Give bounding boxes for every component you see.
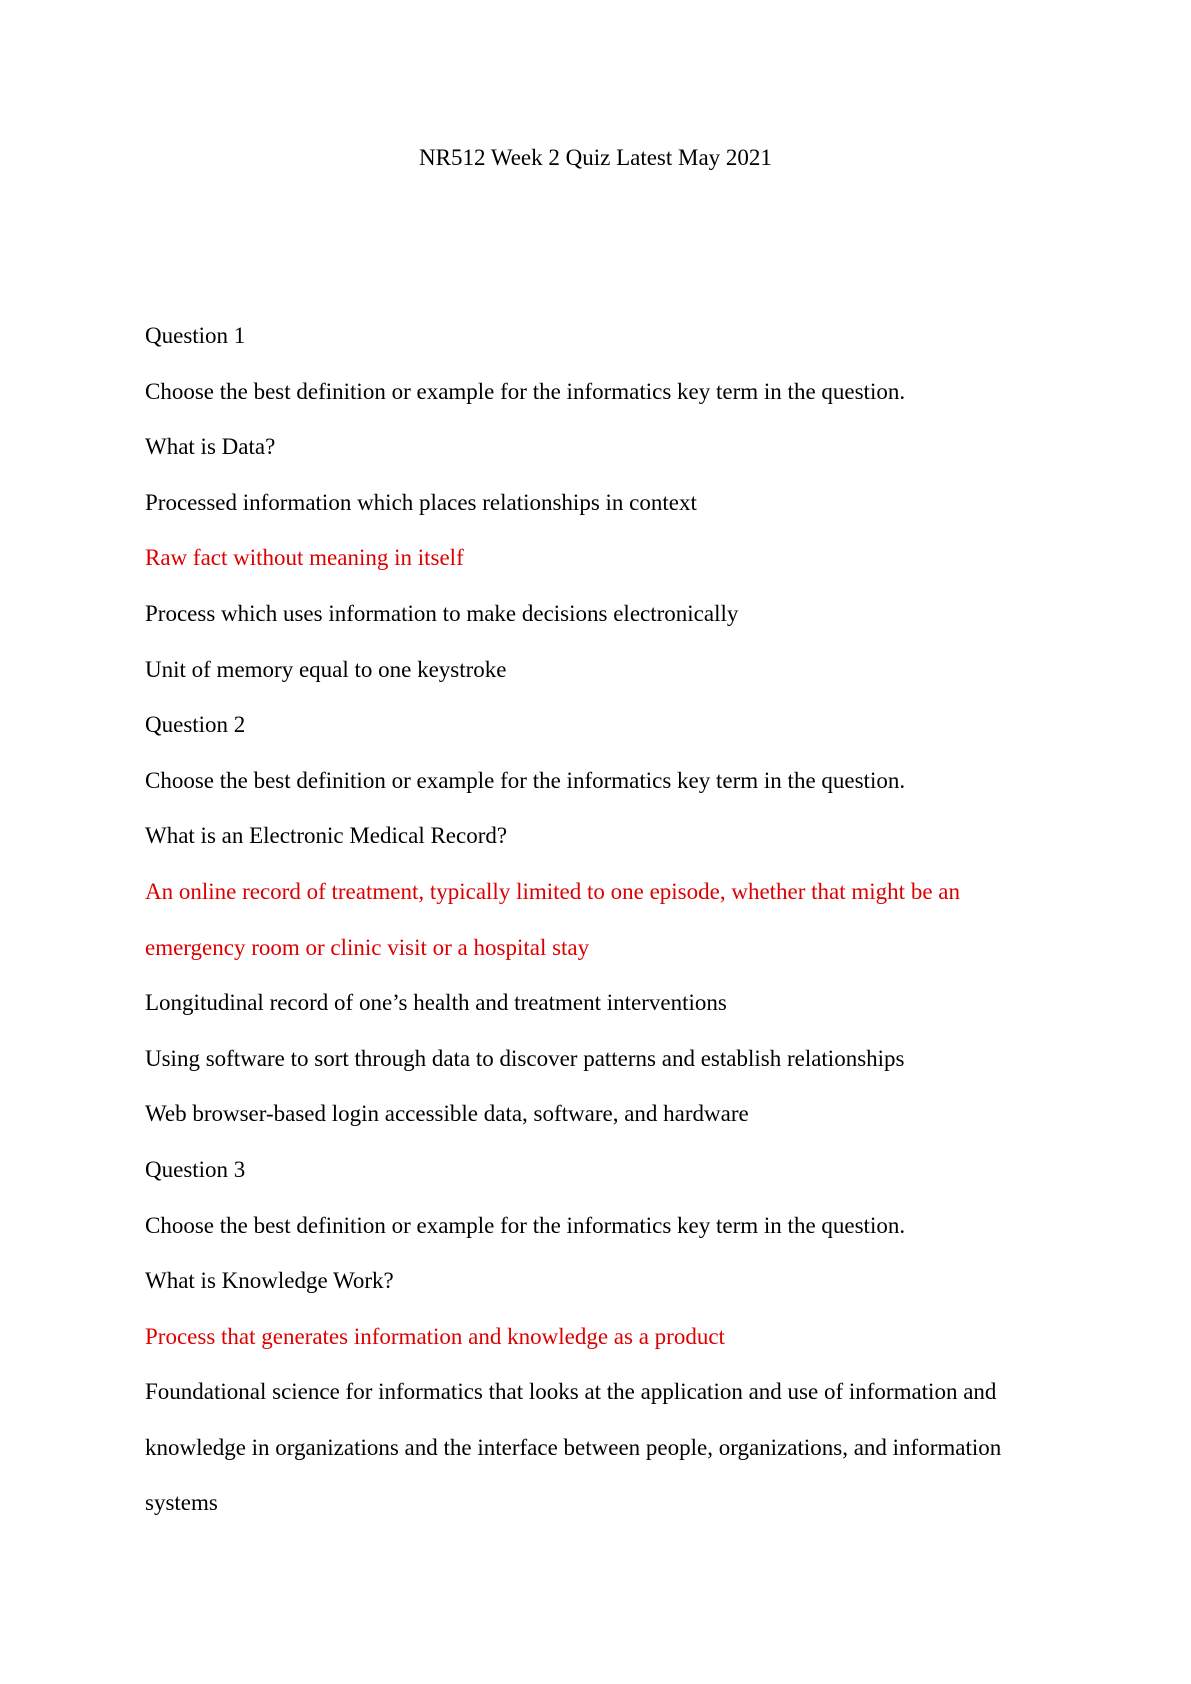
question-1-option: Processed information which places relationships in context [145, 489, 697, 515]
question-3-option: Foundational science for informatics that looks at the application and use of information and [145, 1379, 997, 1405]
question-3-option-continued: systems [145, 1490, 218, 1516]
question-1-prompt: What is Data? [145, 434, 276, 460]
question-1-option: Unit of memory equal to one keystroke [145, 656, 507, 682]
question-1-heading: Question 1 [145, 323, 246, 348]
question-3-prompt: What is Knowledge Work? [145, 1268, 394, 1294]
question-3-option-continued: knowledge in organizations and the interface between people, organizations, and information [145, 1434, 1002, 1460]
question-2-correct-answer-continued: emergency room or clinic visit or a hospital stay [145, 934, 590, 960]
question-2-prompt: What is an Electronic Medical Record? [145, 823, 508, 849]
document-title: NR512 Week 2 Quiz Latest May 2021 [419, 145, 772, 170]
question-2-option: Web browser-based login accessible data, software, and hardware [145, 1101, 749, 1127]
question-1-instruction: Choose the best definition or example for the informatics key term in the question. [145, 378, 906, 404]
question-2-option: Using software to sort through data to discover patterns and establish relationships [145, 1045, 905, 1071]
question-1-correct-answer: Raw fact without meaning in itself [145, 545, 464, 571]
question-2-instruction: Choose the best definition or example for the informatics key term in the question. [145, 767, 906, 793]
question-3-heading: Question 3 [145, 1156, 246, 1182]
question-2-heading: Question 2 [145, 712, 246, 738]
question-1-option: Process which uses information to make decisions electronically [145, 600, 739, 626]
question-3-correct-answer: Process that generates information and knowledge as a product [145, 1323, 725, 1349]
question-3-instruction: Choose the best definition or example for the informatics key term in the question. [145, 1212, 906, 1238]
question-2-option: Longitudinal record of one’s health and treatment interventions [145, 990, 727, 1016]
document-body [145, 308, 1065, 1531]
question-2-correct-answer: An online record of treatment, typically limited to one episode, whether that might be an [145, 878, 960, 904]
